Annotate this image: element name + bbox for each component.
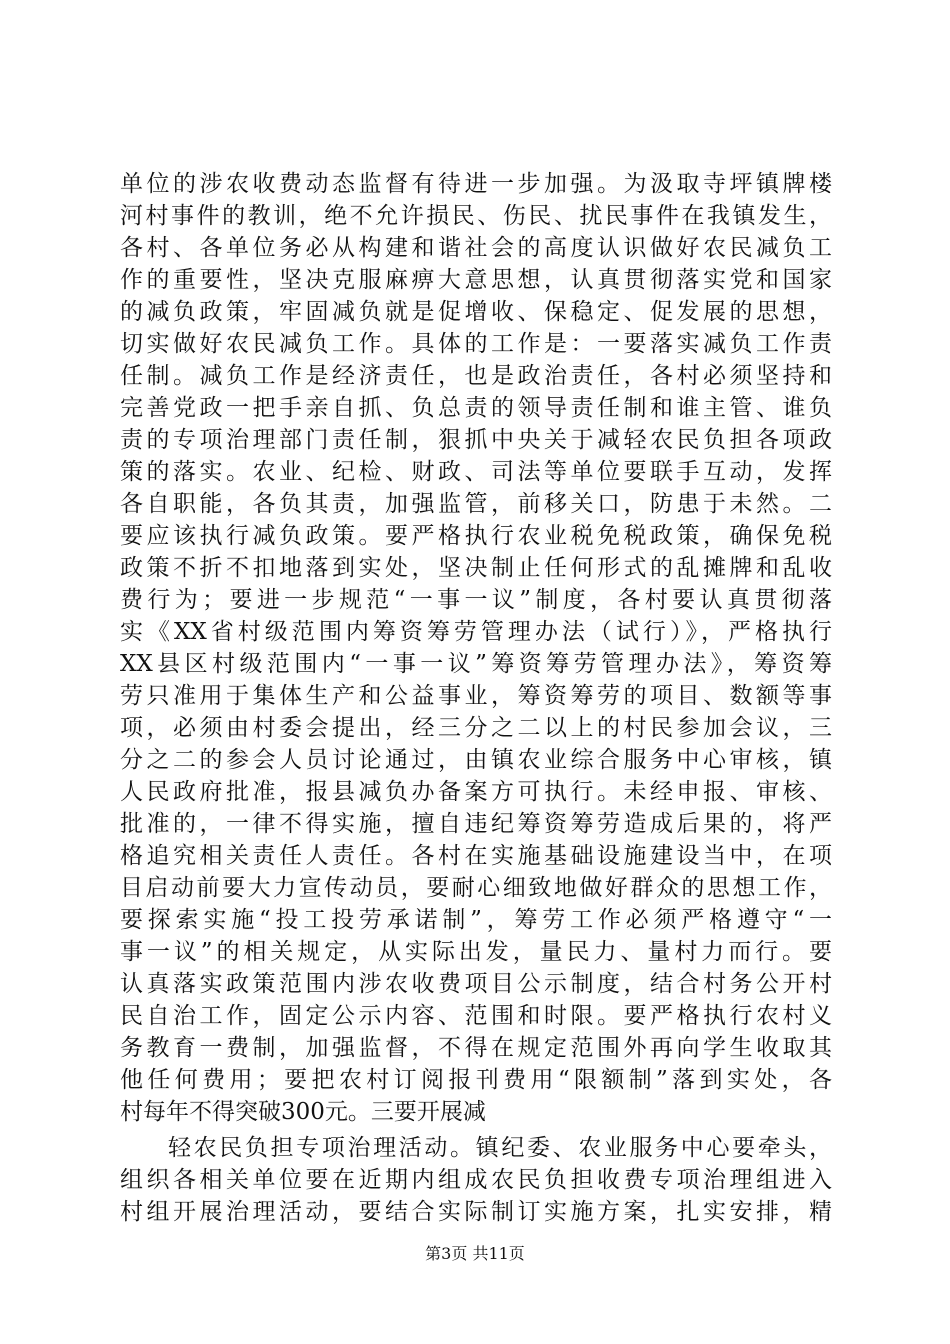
text-line: 费行为；要进一步规范“一事一议”制度，各村要认真贯彻落	[120, 587, 832, 613]
text-line: 格追究相关责任人责任。各村在实施基础设施建设当中，在项	[120, 843, 832, 869]
page-footer	[0, 1244, 950, 1264]
text-line: 各自职能，各负其责，加强监管，前移关口，防患于未然。二	[120, 491, 832, 517]
text-line: 单位的涉农收费动态监督有待进一步加强。为汲取寺坪镇牌楼	[120, 171, 832, 197]
text-line: 他任何费用；要把农村订阅报刊费用“限额制”落到实处，各	[120, 1067, 832, 1093]
text-line: 策的落实。农业、纪检、财政、司法等单位要联手互动，发挥	[120, 459, 832, 485]
text-line: 村组开展治理活动，要结合实际制订实施方案，扎实安排，精	[120, 1199, 832, 1225]
paragraph-2	[120, 1132, 832, 1228]
body-text	[120, 168, 832, 1228]
text-line: 要应该执行减负政策。要严格执行农业税免税政策，确保免税	[120, 523, 832, 549]
text-line: 事一议”的相关规定，从实际出发，量民力、量村力而行。要	[120, 939, 832, 965]
text-line: 务教育一费制，加强监督，不得在规定范围外再向学生收取其	[120, 1035, 832, 1061]
text-line: 轻农民负担专项治理活动。镇纪委、农业服务中心要牵头，	[168, 1135, 832, 1161]
text-line: 目启动前要大力宣传动员，要耐心细致地做好群众的思想工作，	[120, 875, 832, 901]
text-line: 任制。减负工作是经济责任，也是政治责任，各村必须坚持和	[120, 363, 832, 389]
text-line: 分之二的参会人员讨论通过，由镇农业综合服务中心审核，镇	[120, 747, 832, 773]
text-line: 劳只准用于集体生产和公益事业，筹资筹劳的项目、数额等事	[120, 683, 832, 709]
text-line: 切实做好农民减负工作。具体的工作是：一要落实减负工作责	[120, 331, 832, 357]
page-number-label: 第3页 共11页	[425, 1244, 525, 1263]
text-line: 河村事件的教训，绝不允许损民、伤民、扰民事件在我镇发生，	[120, 203, 832, 229]
text-line: 人民政府批准，报县减负办备案方可执行。未经申报、审核、	[120, 779, 832, 805]
text-line: 各村、各单位务必从构建和谐社会的高度认识做好农民减负工	[120, 235, 832, 261]
text-line: 民自治工作，固定公示内容、范围和时限。要严格执行农村义	[120, 1003, 832, 1029]
text-line: 作的重要性，坚决克服麻痹大意思想，认真贯彻落实党和国家	[120, 267, 832, 293]
paragraph-1	[120, 168, 832, 1128]
text-line: 责的专项治理部门责任制，狠抓中央关于减轻农民负担各项政	[120, 427, 832, 453]
text-line: 批准的，一律不得实施，擅自违纪筹资筹劳造成后果的，将严	[120, 811, 832, 837]
text-line: 组织各相关单位要在近期内组成农民负担收费专项治理组进入	[120, 1167, 832, 1193]
text-line: 认真落实政策范围内涉农收费项目公示制度，结合村务公开村	[120, 971, 832, 997]
text-line: 的减负政策，牢固减负就是促增收、保稳定、促发展的思想，	[120, 299, 832, 325]
text-line: 项，必须由村委会提出，经三分之二以上的村民参加会议，三	[120, 715, 832, 741]
text-line: 要探索实施“投工投劳承诺制”，筹劳工作必须严格遵守“一	[120, 907, 832, 933]
text-line: 实《XX省村级范围内筹资筹劳管理办法（试行）》，严格执行	[120, 619, 832, 645]
text-line: XX县区村级范围内“一事一议”筹资筹劳管理办法》，筹资筹	[120, 651, 832, 677]
text-line: 政策不折不扣地落到实处，坚决制止任何形式的乱摊牌和乱收	[120, 555, 832, 581]
text-line: 完善党政一把手亲自抓、负总责的领导责任制和谁主管、谁负	[120, 395, 832, 421]
text-line: 村每年不得突破300元。三要开展减	[120, 1099, 486, 1125]
